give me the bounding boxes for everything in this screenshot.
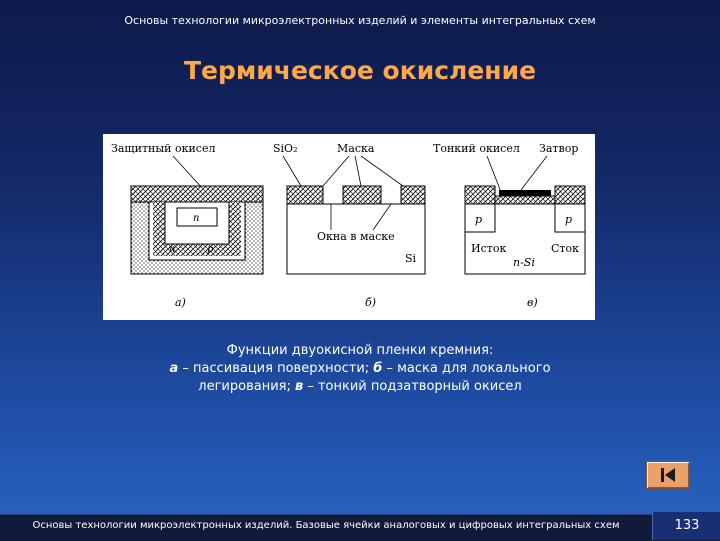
panel-b-mask bbox=[273, 142, 425, 309]
oxidation-diagram bbox=[103, 134, 595, 320]
label-p: p bbox=[207, 244, 214, 255]
caption-line-2 bbox=[120, 360, 600, 378]
label-source: Исток bbox=[471, 242, 507, 255]
caption-line-3 bbox=[120, 378, 600, 396]
label-sio2: SiO₂ bbox=[273, 142, 298, 155]
label-protective-oxide: Защитный окисел bbox=[111, 142, 216, 155]
caption-line-1: Функции двуокисной пленки кремния: bbox=[226, 343, 494, 358]
caption-letter-a: а bbox=[169, 361, 179, 376]
page-number: 133 bbox=[652, 512, 720, 540]
label-p-drain: p bbox=[565, 213, 573, 226]
caption-letter-c: в bbox=[294, 379, 304, 394]
course-title-header: Основы технологии микроэлектронных изделий и элементы интегральных схем bbox=[124, 14, 596, 27]
panel-a-passivation bbox=[111, 142, 263, 309]
label-n: n bbox=[169, 244, 176, 255]
slide-title: Термическое окисление bbox=[183, 56, 537, 85]
label-thin-oxide: Тонкий окисел bbox=[433, 142, 520, 155]
label-si: Si bbox=[405, 252, 417, 265]
first-slide-button[interactable] bbox=[646, 461, 690, 489]
caption-a: а) bbox=[175, 296, 186, 309]
label-gate: Затвор bbox=[539, 142, 579, 155]
label-nsi: n-Si bbox=[513, 256, 535, 269]
label-drain: Сток bbox=[551, 242, 579, 255]
label-mask-windows: Окна в маске bbox=[317, 230, 395, 243]
figure-caption bbox=[120, 342, 600, 396]
caption-text-a: – пассивация поверхности; bbox=[178, 361, 374, 376]
caption-c: в) bbox=[527, 296, 538, 309]
caption-text-c: – тонкий подзатворный окисел bbox=[303, 379, 522, 394]
caption-text-line3-start: легирования; bbox=[198, 379, 295, 394]
label-n-inner: n bbox=[193, 213, 200, 224]
label-p-source: p bbox=[475, 213, 483, 226]
caption-text-b: – маска для локального bbox=[382, 361, 551, 376]
footer-course-text: Основы технологии микроэлектронных изделий. Базовые ячейки аналоговых и цифровых интегральных схем bbox=[32, 520, 620, 531]
label-mask: Маска bbox=[337, 142, 375, 155]
caption-b: б) bbox=[365, 296, 377, 309]
skip-to-first-icon bbox=[647, 462, 689, 488]
caption-letter-b: б bbox=[373, 361, 383, 376]
panel-c-gate-oxide bbox=[433, 142, 585, 309]
oxidation-figure bbox=[103, 134, 595, 320]
